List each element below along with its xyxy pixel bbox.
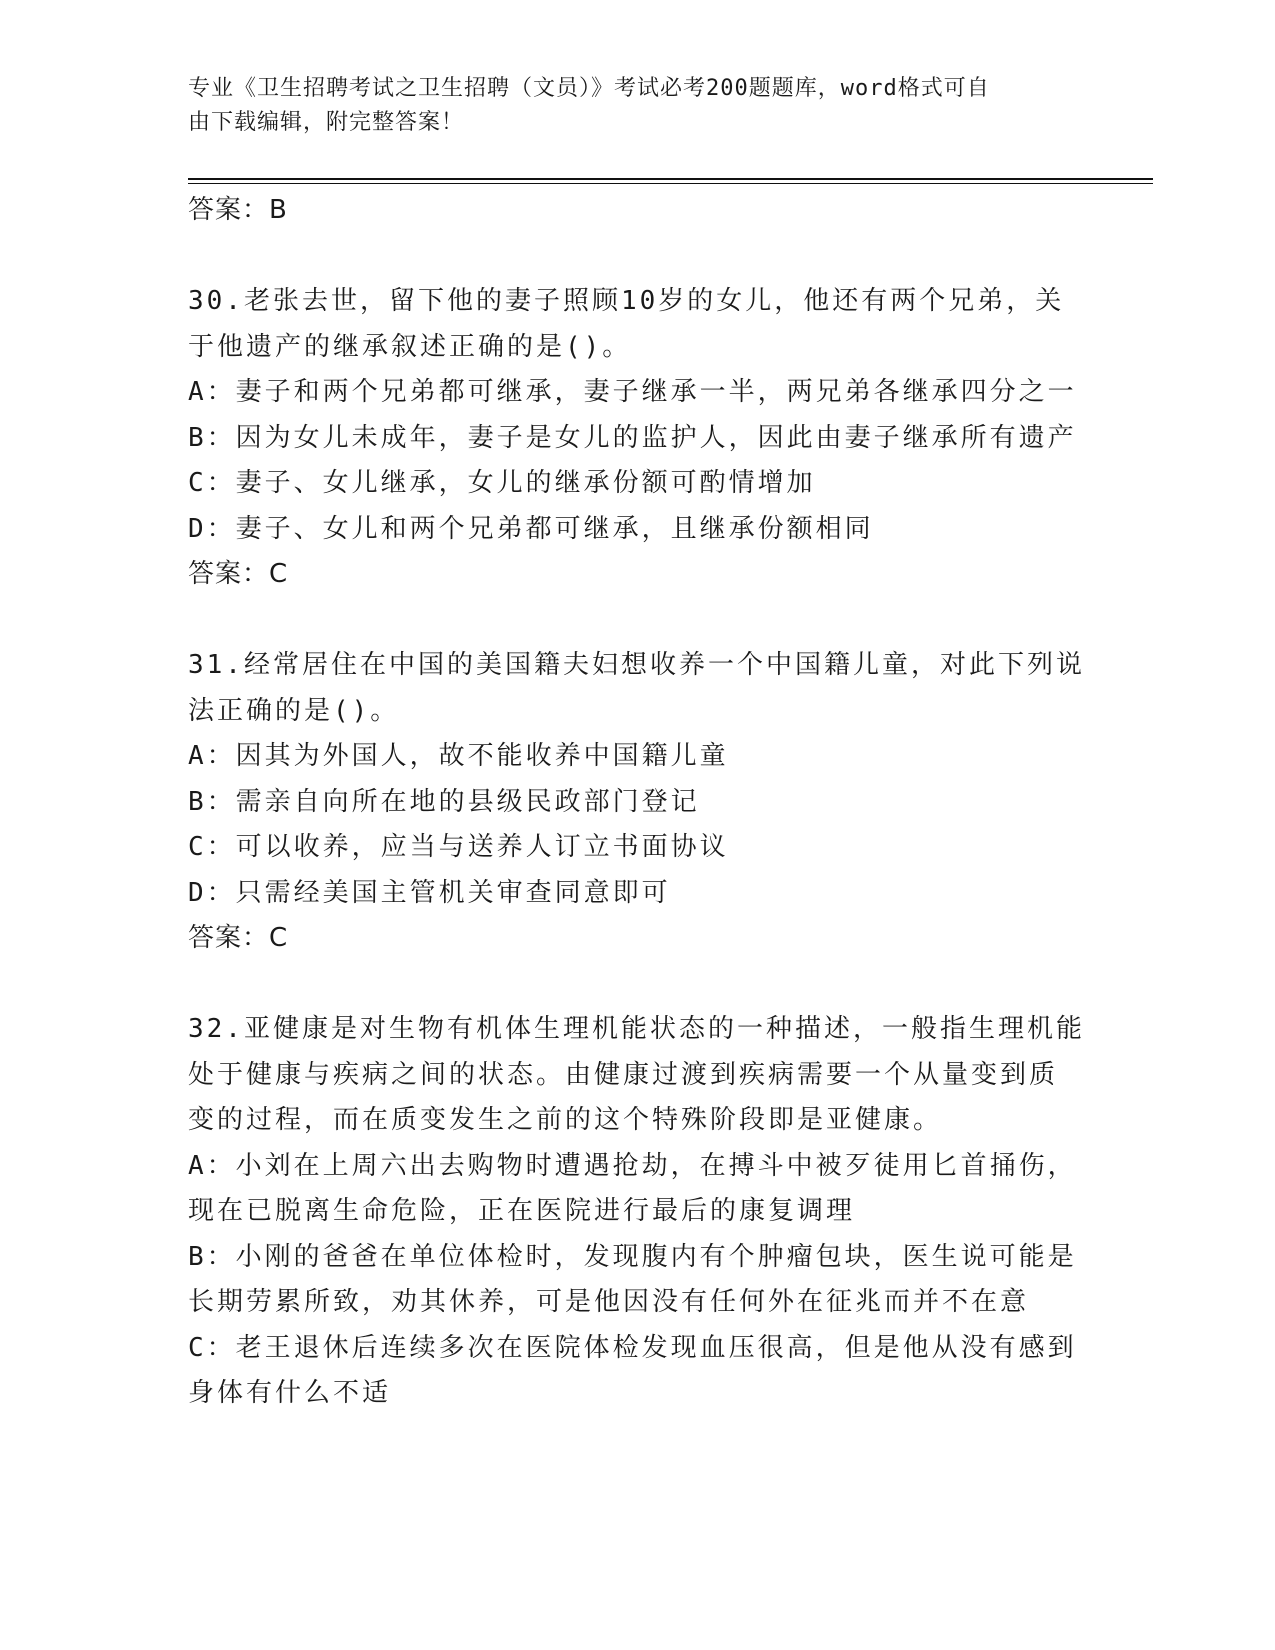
question-30-option-c: C：妻子、女儿继承，女儿的继承份额可酌情增加 [188,468,816,498]
header-line-2: 由下载编辑，附完整答案！ [188,110,465,135]
header-rule-thick [188,178,1153,180]
previous-answer: 答案：B [188,195,288,225]
question-30-option-a: A：妻子和两个兄弟都可继承，妻子继承一半，两兄弟各继承四分之一 [188,377,1077,407]
header-rule-thin [188,183,1153,184]
question-32-option-c-line-2: 身体有什么不适 [188,1378,392,1408]
spacer [188,962,1088,1008]
question-30-option-d: D：妻子、女儿和两个兄弟都可继承，且继承份额相同 [188,513,874,544]
question-31-option-a: A：因其为外国人，故不能收养中国籍儿童 [188,741,729,771]
question-32-stem-line-2: 处于健康与疾病之间的状态。由健康过渡到疾病需要一个从量变到质 [188,1059,1059,1090]
spacer [188,598,1088,644]
question-31-answer: 答案：C [188,923,289,953]
page-header [188,72,1088,140]
question-31-option-b: B：需亲自向所在地的县级民政部门登记 [188,786,700,817]
question-31 [188,643,1088,962]
question-31-option-d: D：只需经美国主管机关审查同意即可 [188,877,671,908]
question-32-option-c-line-1: C：老王退休后连续多次在医院体检发现血压很高，但是他从没有感到 [188,1332,1077,1363]
question-32 [188,1007,1088,1417]
question-30-stem-line-1: 30.老张去世，留下他的妻子照顾10岁的女儿，他还有两个兄弟，关 [188,286,1065,316]
question-30-answer: 答案：C [188,559,289,589]
question-30-option-b: B：因为女儿未成年，妻子是女儿的监护人，因此由妻子继承所有遗产 [188,422,1077,453]
question-32-option-a-line-2: 现在已脱离生命危险，正在医院进行最后的康复调理 [188,1196,856,1226]
header-line-1: 专业《卫生招聘考试之卫生招聘（文员）》考试必考200题题库，word格式可自 [188,76,990,101]
question-32-stem-line-1: 32.亚健康是对生物有机体生理机能状态的一种描述，一般指生理机能 [188,1014,1085,1044]
question-31-option-c: C：可以收养，应当与送养人订立书面协议 [188,832,729,862]
question-32-option-a-line-1: A：小刘在上周六出去购物时遭遇抢劫，在搏斗中被歹徒用匕首捅伤， [188,1150,1077,1181]
question-32-option-b-line-2: 长期劳累所致，劝其休养，可是他因没有任何外在征兆而并不在意 [188,1287,1030,1317]
question-content [188,188,1088,1417]
question-30-stem-line-2: 于他遗产的继承叙述正确的是()。 [188,331,632,362]
question-31-stem-line-1: 31.经常居住在中国的美国籍夫妇想收养一个中国籍儿童，对此下列说 [188,650,1085,680]
question-30 [188,279,1088,598]
question-32-option-b-line-1: B：小刚的爸爸在单位体检时，发现腹内有个肿瘤包块，医生说可能是 [188,1241,1077,1272]
question-32-stem-line-3: 变的过程，而在质变发生之前的这个特殊阶段即是亚健康。 [188,1105,943,1135]
question-31-stem-line-2: 法正确的是()。 [188,695,400,726]
spacer [188,234,1088,280]
